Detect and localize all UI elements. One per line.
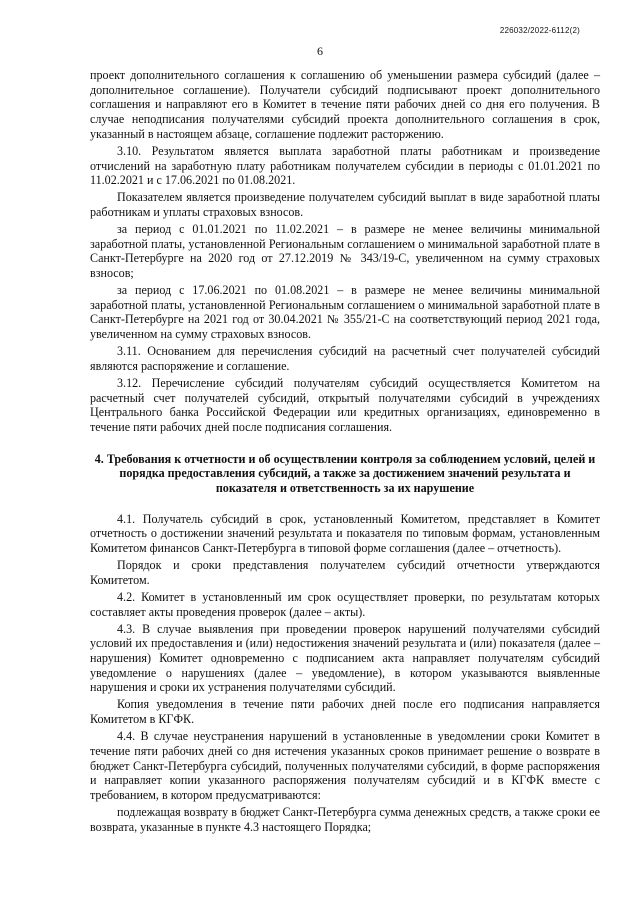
paragraph: проект дополнительного соглашения к соглашению об уменьшении размера субсидий (далее – дополнительное соглашение). Получатели субсидий подписывают проект дополнительного соглашения и направляют его в Комитет в течение пяти рабочих дней со дня его получения. В случае неподписания получателями субсидий проекта дополнительного соглашения в срок, указанный в настоящем абзаце, соглашение подлежит расторжению.	[90, 68, 600, 141]
paragraph: 4.1. Получатель субсидий в срок, установленный Комитетом, представляет в Комитет отчетность о достижении значений результата и показателя по типовым формам, установленным Комитетом финансов Санкт-Петербурга в типовой форме соглашения (далее – отчетность).	[90, 511, 600, 556]
paragraphs-before	[90, 68, 600, 435]
page-number: 6	[317, 44, 323, 58]
paragraph: 3.11. Основанием для перечисления субсидий на расчетный счет получателей субсидий являются распоряжение и соглашение.	[90, 344, 600, 373]
paragraph: за период с 17.06.2021 по 01.08.2021 – в размере не менее величины минимальной заработной платы, установленной Региональным соглашением о минимальной заработной плате в Санкт-Петербурге на 2021 год от 30.04.2021 № 355/21-С на соответствующий период 2021 года, увеличенном на сумму страховых взносов.	[90, 283, 600, 342]
paragraph: 4.2. Комитет в установленный им срок осуществляет проверки, по результатам которых составляет акты проведения проверок (далее – акты).	[90, 589, 600, 619]
paragraphs-after	[90, 512, 600, 835]
paragraph: 3.10. Результатом является выплата заработной платы работникам и произведение отчислений на заработную плату работникам получателем субсидии в периоды с 01.01.2021 по 11.02.2021 и с 17.06.2021 по 01.08.2021.	[90, 143, 600, 188]
paragraph: за период с 01.01.2021 по 11.02.2021 – в размере не менее величины минимальной заработной платы, установленной Региональным соглашением о минимальной заработной плате в Санкт-Петербурге на 2020 год от 27.12.2019 № 343/19-С, увеличенном на сумму страховых взносов;	[90, 221, 600, 281]
paragraph: Порядок и сроки представления получателем субсидий отчетности утверждаются Комитетом.	[90, 558, 600, 587]
paragraph: Показателем является произведение получателем субсидий выплат в виде заработной платы работникам и уплаты страховых взносов.	[90, 190, 600, 219]
paragraph: 3.12. Перечисление субсидий получателям субсидий осуществляется Комитетом на расчетный счет получателей субсидий, открытый получателями субсидий в учреждениях Центрального банка Российской Федерации или кредитных организациях, единовременно в течение пяти рабочих дней после подписания соглашения.	[90, 375, 600, 434]
paragraph: 4.4. В случае неустранения нарушений в установленные в уведомлении сроки Комитет в течение пяти рабочих дней со дня истечения указанных сроков принимает решение о возврате в бюджет Санкт-Петербурга субсидий, полученных получателями субсидий, в форме распоряжения и направляет копии указанного распоряжения получателям субсидий и в КГФК вместе с требованием, в котором предусматриваются:	[90, 729, 600, 802]
paragraph: Копия уведомления в течение пяти рабочих дней после его подписания направляется Комитетом в КГФК.	[90, 697, 600, 727]
document-body	[90, 68, 600, 837]
document-number: 226032/2022-6112(2)	[499, 26, 580, 35]
paragraph: подлежащая возврату в бюджет Санкт-Петербурга сумма денежных средств, а также сроки ее возврата, указанные в пункте 4.3 настоящего Порядка;	[90, 804, 600, 834]
paragraph: 4.3. В случае выявления при проведении проверок нарушений получателями субсидий условий их предоставления и (или) недостижения значений результата и (или) показателя (далее – нарушения) Комитет одновременно с подписанием акта направляет получателям субсидий уведомление о нарушениях (далее – уведомление), в котором указываются выявленные нарушения и сроки их устранения получателями субсидий.	[90, 621, 600, 695]
section-heading: 4. Требования к отчетности и об осуществлении контроля за соблюдением условий, целей и порядка предоставления субсидий, а также за достижением значений результата и показателя и ответственность за их нарушение	[94, 451, 596, 496]
